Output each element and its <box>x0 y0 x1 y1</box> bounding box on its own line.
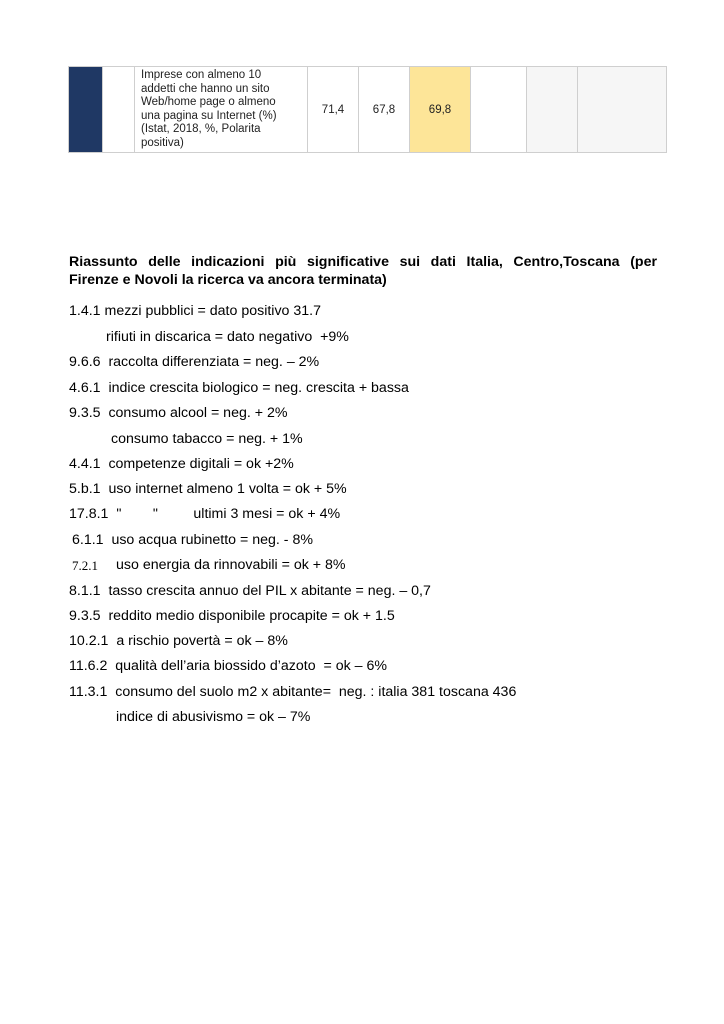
heading-line: Firenze e Novoli la ricerca va ancora terminata) <box>69 272 387 288</box>
desc-line: (Istat, 2018, %, Polarita <box>141 123 261 135</box>
list-item: 11.6.2 qualità dell’aria biossido d’azoto = ok – 6% <box>69 658 387 674</box>
list-item: indice di abusivismo = ok – 7% <box>116 709 311 725</box>
list-item: 17.8.1 " " ultimi 3 mesi = ok + 4% <box>69 506 341 522</box>
desc-line: Imprese con almeno 10 <box>141 69 262 81</box>
list-item: 6.1.1 uso acqua rubinetto = neg. - 8% <box>72 532 313 548</box>
empty-cell <box>471 67 527 153</box>
list-item: rifiuti in discarica = dato negativo +9% <box>106 329 349 345</box>
list-item: 11.3.1 consumo del suolo m2 x abitante= neg. : italia 381 toscana 436 <box>69 684 517 700</box>
list-item: consumo tabacco = neg. + 1% <box>111 431 303 447</box>
value-centro: 67,8 <box>359 67 410 153</box>
desc-line: positiva) <box>141 136 184 149</box>
list-item: 1.4.1 mezzi pubblici = dato positivo 31.7 <box>69 303 321 319</box>
list-item: 8.1.1 tasso crescita annuo del PIL x abitante = neg. – 0,7 <box>69 583 431 599</box>
empty-cell <box>578 67 667 153</box>
list-item: 5.b.1 uso internet almeno 1 volta = ok + 5% <box>69 481 347 497</box>
list-item-number: 7.2.1 <box>72 558 98 573</box>
list-item: 4.6.1 indice crescita biologico = neg. crescita + bassa <box>69 380 409 396</box>
list-item: 9.3.5 reddito medio disponibile procapite = ok + 1.5 <box>69 608 395 624</box>
table-row <box>69 67 667 153</box>
summary-heading <box>69 253 657 289</box>
heading-line: Riassunto delle indicazioni più significative sui dati Italia, Centro,Toscana (per <box>69 254 657 270</box>
desc-line: Web/home page o almeno <box>141 96 276 108</box>
list-item: 4.4.1 competenze digitali = ok +2% <box>69 456 294 472</box>
indicator-color-cell <box>69 67 103 153</box>
list-item: 9.6.6 raccolta differenziata = neg. – 2% <box>69 354 320 370</box>
value-toscana: 69,8 <box>410 67 471 153</box>
empty-cell <box>103 67 135 153</box>
desc-line: una pagina su Internet (%) <box>141 109 277 122</box>
list-item: uso energia da rinnovabili = ok + 8% <box>116 557 346 573</box>
indicator-table <box>68 66 667 153</box>
empty-cell <box>527 67 578 153</box>
list-item: 10.2.1 a rischio povertà = ok – 8% <box>69 633 288 649</box>
value-italia: 71,4 <box>308 67 359 153</box>
indicator-description <box>135 67 308 153</box>
desc-line: addetti che hanno un sito <box>141 82 270 95</box>
list-item: 9.3.5 consumo alcool = neg. + 2% <box>69 405 288 421</box>
